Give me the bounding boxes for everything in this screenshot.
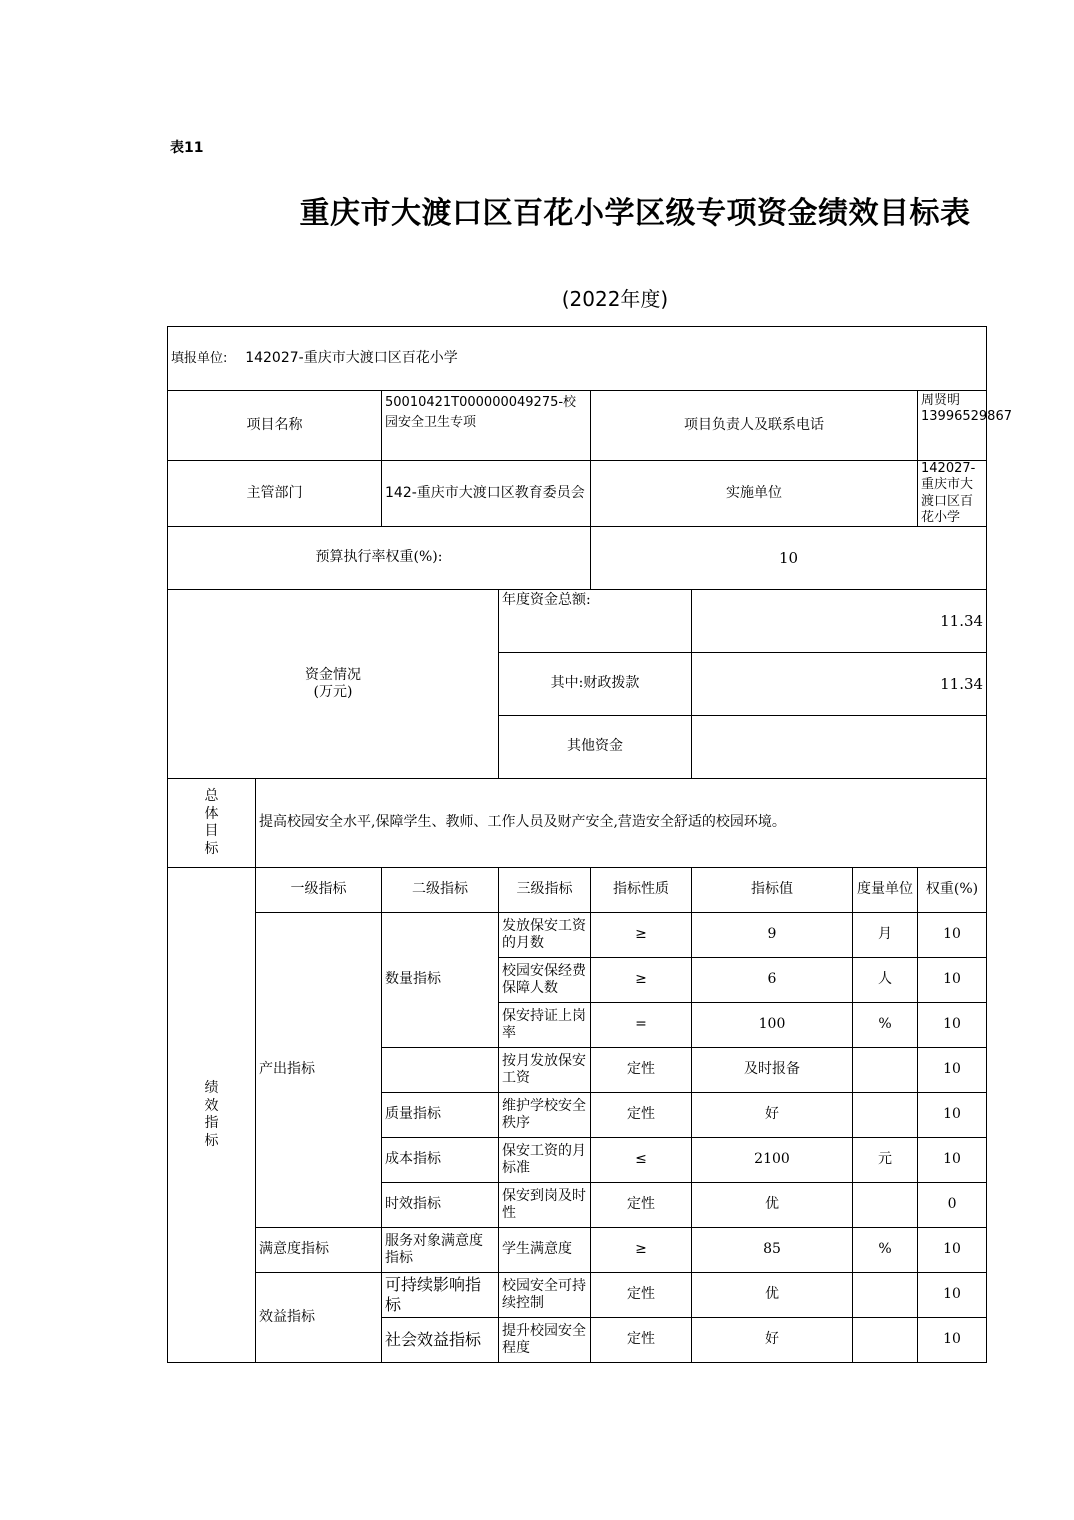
impl-value: 142027-重庆市大渡口区百花小学: [918, 461, 987, 527]
funds-total-value: 11.34: [692, 590, 987, 653]
project-name-value: 50010421T000000049275-校园安全卫生专项: [382, 391, 591, 461]
row-unit: [853, 1093, 918, 1138]
row-l3: 发放保安工资的月数: [499, 913, 591, 958]
indicators-label: 绩效指标: [204, 1080, 219, 1149]
row-l3: 维护学校安全秩序: [499, 1093, 591, 1138]
row-value: 100: [692, 1003, 853, 1048]
row-nature: 定性: [591, 1273, 692, 1318]
row-unit: [853, 1048, 918, 1093]
subgroup-quality: 质量指标: [382, 1093, 499, 1138]
subgroup-cost: 成本指标: [382, 1138, 499, 1183]
header-value: 指标值: [692, 868, 853, 913]
filling-unit-cell: [168, 327, 987, 391]
row-nature: ≥: [591, 958, 692, 1003]
row-l3: 按月发放保安工资: [499, 1048, 591, 1093]
row-weight: 10: [918, 1273, 987, 1318]
row-weight: 10: [918, 913, 987, 958]
row-unit: 人: [853, 958, 918, 1003]
document-year: (2022年度): [561, 287, 669, 311]
row-l3: 校园安全可持续控制: [499, 1273, 591, 1318]
goal-label-cell: [168, 779, 256, 868]
row-nature: ≤: [591, 1138, 692, 1183]
row-nature: ≥: [591, 1228, 692, 1273]
funds-fiscal-value: 11.34: [692, 653, 987, 716]
row-l3: 提升校园安全程度: [499, 1318, 591, 1363]
row-l3: 校园安保经费保障人数: [499, 958, 591, 1003]
row-weight: 10: [918, 1093, 987, 1138]
funds-fiscal-label: 其中:财政拨款: [499, 653, 692, 716]
indicators-label-cell: [168, 868, 256, 1363]
row-unit: [853, 1273, 918, 1318]
row-l3: 学生满意度: [499, 1228, 591, 1273]
row-l3: 保安持证上岗率: [499, 1003, 591, 1048]
row-weight: 10: [918, 1228, 987, 1273]
row-l3: 保安到岗及时性: [499, 1183, 591, 1228]
row-value: 6: [692, 958, 853, 1003]
row-value: 85: [692, 1228, 853, 1273]
dept-value: 142-重庆市大渡口区教育委员会: [382, 461, 591, 527]
header-level1: 一级指标: [256, 868, 382, 913]
row-value: 好: [692, 1318, 853, 1363]
budget-weight-value: 10: [591, 527, 987, 590]
row-l3: 保安工资的月标准: [499, 1138, 591, 1183]
contact-phone: 13996529867: [921, 409, 1012, 425]
dept-label: 主管部门: [168, 461, 382, 527]
row-weight: 0: [918, 1183, 987, 1228]
goal-text: 提高校园安全水平,保障学生、教师、工作人员及财产安全,营造安全舒适的校园环境。: [256, 779, 987, 868]
row-unit: [853, 1318, 918, 1363]
row-nature: 定性: [591, 1048, 692, 1093]
row-nature: 定性: [591, 1183, 692, 1228]
row-nature: ≥: [591, 913, 692, 958]
row-weight: 10: [918, 1318, 987, 1363]
row-weight: 10: [918, 1138, 987, 1183]
table-number: 表11: [170, 140, 204, 156]
impl-label: 实施单位: [591, 461, 918, 527]
row-unit: %: [853, 1003, 918, 1048]
row-unit: 元: [853, 1138, 918, 1183]
funds-label-cell: [168, 590, 499, 779]
subgroup-sustain: 可持续影响指标: [382, 1273, 499, 1318]
group-benefit: 效益指标: [256, 1273, 382, 1363]
header-weight: 权重(%): [918, 868, 987, 913]
row-weight: 10: [918, 1048, 987, 1093]
contact-name: 周贤明: [921, 393, 961, 408]
row-value: 优: [692, 1273, 853, 1318]
funds-unit: (万元): [313, 684, 353, 700]
subgroup-social: 社会效益指标: [382, 1318, 499, 1363]
row-unit: %: [853, 1228, 918, 1273]
group-output: 产出指标: [256, 913, 382, 1228]
row-value: 好: [692, 1093, 853, 1138]
header-unit: 度量单位: [853, 868, 918, 913]
row-weight: 10: [918, 958, 987, 1003]
goal-label: 总体目标: [204, 788, 219, 857]
row-value: 及时报备: [692, 1048, 853, 1093]
subgroup-quantity: 数量指标: [382, 913, 499, 1048]
row-unit: [853, 1183, 918, 1228]
group-satisfaction: 满意度指标: [256, 1228, 382, 1273]
row-value: 9: [692, 913, 853, 958]
budget-weight-label: 预算执行率权重(%):: [168, 527, 591, 590]
row-nature: 定性: [591, 1318, 692, 1363]
row-unit: 月: [853, 913, 918, 958]
project-name-label: 项目名称: [168, 391, 382, 461]
row-weight: 10: [918, 1003, 987, 1048]
performance-target-table: [167, 326, 1012, 1363]
subgroup-timeliness: 时效指标: [382, 1183, 499, 1228]
funds-label: 资金情况: [305, 666, 361, 683]
document-title: 重庆市大渡口区百花小学区级专项资金绩效目标表: [299, 196, 971, 231]
header-level3: 三级指标: [499, 868, 591, 913]
subgroup-blank: [382, 1048, 499, 1093]
row-nature: 定性: [591, 1093, 692, 1138]
row-value: 2100: [692, 1138, 853, 1183]
header-nature: 指标性质: [591, 868, 692, 913]
funds-other-label: 其他资金: [499, 716, 692, 779]
filling-unit-value: 142027-重庆市大渡口区百花小学: [245, 349, 458, 366]
filling-unit-label: 填报单位:: [171, 350, 228, 366]
header-level2: 二级指标: [382, 868, 499, 913]
funds-total-label: 年度资金总额:: [499, 590, 692, 653]
contact-cell: [918, 391, 1012, 461]
row-value: 优: [692, 1183, 853, 1228]
contact-label: 项目负责人及联系电话: [591, 391, 918, 461]
row-nature: =: [591, 1003, 692, 1048]
funds-other-value: [692, 716, 987, 779]
subgroup-service: 服务对象满意度指标: [382, 1228, 499, 1273]
